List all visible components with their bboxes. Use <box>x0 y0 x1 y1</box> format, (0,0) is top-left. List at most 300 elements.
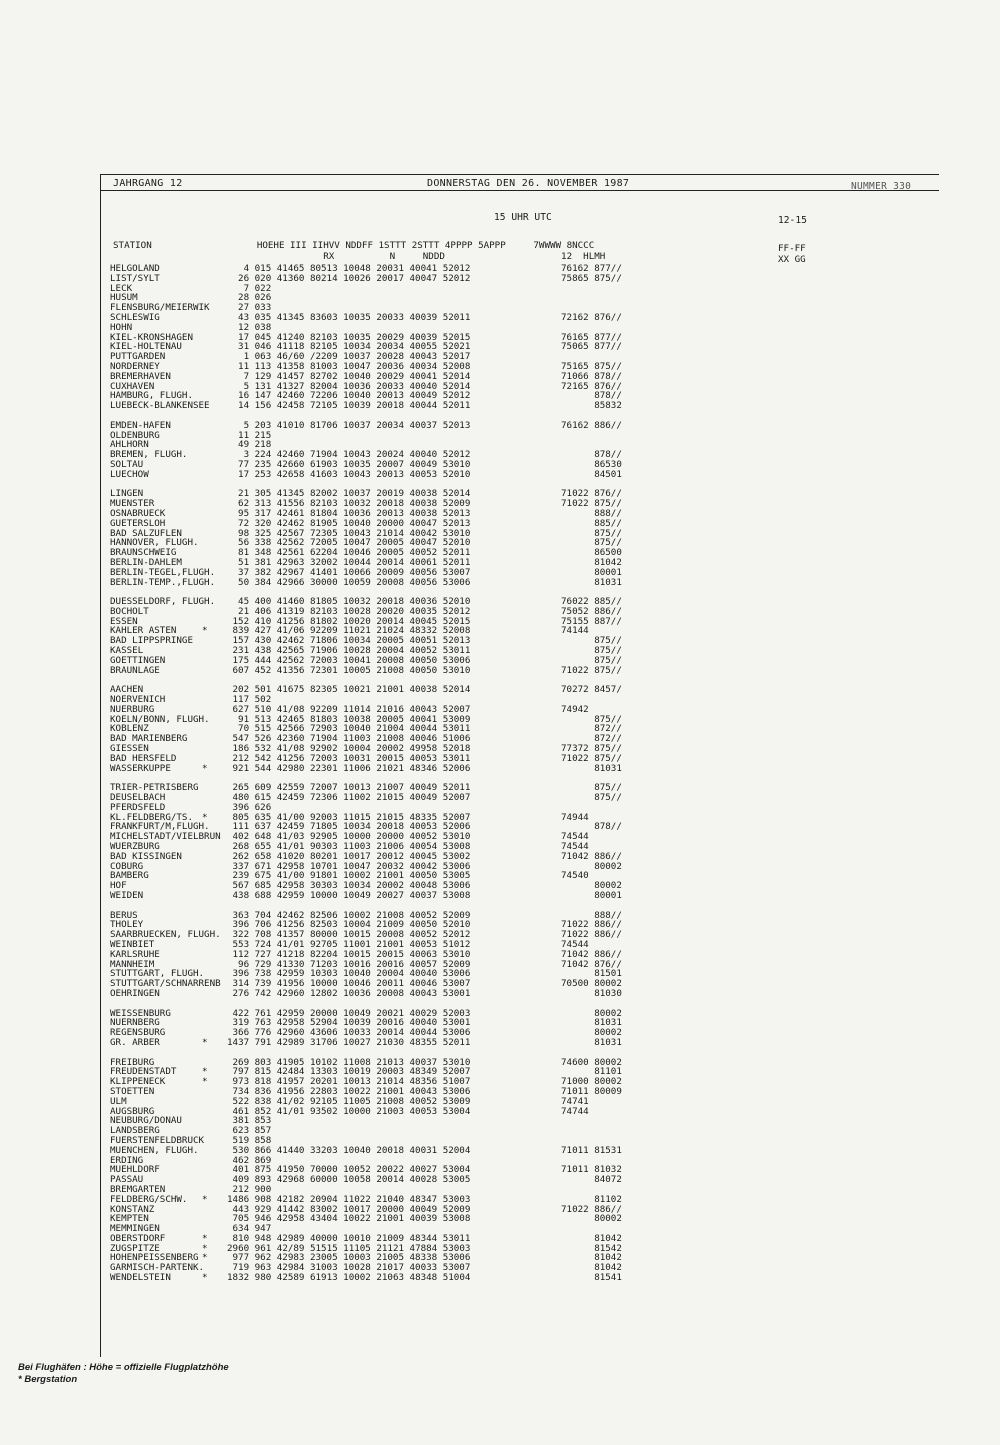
observation-values: 553 724 41/01 92705 11001 21001 40053 51012 <box>232 938 471 950</box>
observation-values: 186 532 41/08 92902 10004 20002 49958 52018 <box>232 743 471 755</box>
station-row <box>101 734 939 744</box>
station-name: OLDENBURG <box>110 429 160 441</box>
station-name: CUXHAVEN <box>110 380 155 392</box>
station-name: KL.FELDBERG/TS. <box>110 811 193 823</box>
station-name: LECK <box>110 282 133 294</box>
observation-values: 62 313 41556 82103 10032 20018 40038 52009 <box>238 498 471 510</box>
station-row <box>101 685 939 695</box>
station-row <box>101 646 939 656</box>
observation-values: 547 526 42360 71904 11003 21008 40046 51006 <box>232 733 471 745</box>
observation-values: 797 815 42484 13303 10019 20003 48349 52007 <box>232 1066 471 1078</box>
observation-values: 422 761 42959 20000 10049 20021 40029 52003 <box>232 1007 471 1019</box>
station-name: LANDSBERG <box>110 1125 160 1137</box>
observation-values: 2960 961 42/89 51515 11105 21121 47884 53003 <box>227 1242 471 1254</box>
observation-values: 719 963 42984 31003 10028 21017 40033 53007 <box>232 1262 471 1274</box>
observation-values: 634 947 <box>232 1223 272 1235</box>
weather-codes: 71022 876// <box>561 488 622 500</box>
observation-values: 51 381 42963 32002 10044 20014 40061 52011 <box>238 556 471 568</box>
volume-label: JAHRGANG 12 <box>113 178 183 189</box>
weather-codes: 74544 <box>561 938 589 950</box>
weather-codes: 878// <box>561 390 622 402</box>
station-row <box>101 313 939 323</box>
station-row <box>101 323 939 333</box>
station-name: FELDBERG/SCHW. <box>110 1193 188 1205</box>
station-name: WUERZBURG <box>110 841 160 853</box>
station-name: KARLSRUHE <box>110 948 160 960</box>
station-row <box>101 401 939 411</box>
weather-codes: 875// <box>561 537 622 549</box>
station-row <box>101 1107 939 1117</box>
weather-codes: 80001 <box>561 890 622 901</box>
mountain-station-marker: * <box>202 1066 208 1078</box>
mountain-station-marker: * <box>202 1242 208 1254</box>
station-row <box>101 333 939 343</box>
station-name: KEMPTEN <box>110 1213 149 1225</box>
weather-codes: 75052 886// <box>561 605 622 617</box>
station-name: MUENCHEN, FLUGH. <box>110 1144 199 1156</box>
weather-codes: 76022 885// <box>561 596 622 608</box>
station-name: HOF <box>110 880 127 892</box>
weather-codes: 71000 80002 <box>561 1076 622 1088</box>
station-name: NUERBURG <box>110 703 155 715</box>
observation-values: 409 893 42968 60000 10058 20014 40028 53005 <box>232 1174 471 1186</box>
observation-values: 7 022 <box>238 282 272 294</box>
station-name: HANNOVER, FLUGH. <box>110 537 199 549</box>
station-name: NEUBURG/DONAU <box>110 1115 182 1127</box>
observation-values: 480 615 42459 72306 11002 21015 40049 52007 <box>232 792 471 804</box>
station-name: BERLIN-TEMP.,FLUGH. <box>110 576 216 588</box>
observation-values: 337 671 42958 10701 10047 20032 40042 53006 <box>232 860 471 872</box>
weather-codes: 81542 <box>561 1242 622 1254</box>
observation-values: 56 338 42562 72005 10047 20005 40047 52010 <box>238 537 471 549</box>
observation-values: 314 739 41956 10000 10046 20011 40046 53007 <box>232 978 471 990</box>
station-name: EMDEN-HAFEN <box>110 419 171 431</box>
weather-codes: 71042 886// <box>561 850 622 862</box>
observation-values: 276 742 42960 12802 10036 20008 40043 53001 <box>232 987 471 999</box>
weather-codes: 76165 877// <box>561 331 622 343</box>
station-name: BREMEN, FLUGH. <box>110 449 188 461</box>
station-name: KAHLER ASTEN <box>110 625 177 637</box>
weather-codes: 81031 <box>561 1036 622 1048</box>
weather-codes: 71011 81531 <box>561 1144 622 1156</box>
observation-values: 461 852 41/01 93502 10000 21003 40053 53004 <box>232 1105 471 1117</box>
weather-codes: 81042 <box>561 556 622 568</box>
station-row <box>101 1205 939 1215</box>
station-row <box>101 626 939 636</box>
station-row <box>101 1067 939 1077</box>
station-row <box>101 431 939 441</box>
mountain-station-marker: * <box>202 625 208 637</box>
observation-values: 45 400 41460 81805 10032 20018 40036 52010 <box>238 596 471 608</box>
station-name: AHLHORN <box>110 439 149 451</box>
observation-values: 26 020 41360 80214 10026 20017 40047 52012 <box>238 272 471 284</box>
station-row <box>101 519 939 529</box>
station-name: GR. ARBER <box>110 1036 160 1048</box>
station-name: STUTTGART, FLUGH. <box>110 968 205 980</box>
observation-values: 81 348 42561 62204 10046 20005 40052 52011 <box>238 547 471 559</box>
station-name: SOLTAU <box>110 458 144 470</box>
station-name: KLIPPENECK <box>110 1076 166 1088</box>
station-row <box>101 705 939 715</box>
header-rule <box>101 190 939 191</box>
weather-codes: 80002 <box>561 880 622 892</box>
observation-values: 17 253 42658 41603 10043 20013 40053 52010 <box>238 468 471 480</box>
station-row <box>101 1126 939 1136</box>
station-name: GIESSEN <box>110 743 149 755</box>
station-name: BAD KISSINGEN <box>110 850 182 862</box>
weather-codes: 80002 <box>561 1007 622 1019</box>
observation-values: 50 384 42966 30000 10059 20008 40056 53006 <box>238 576 471 588</box>
station-row <box>101 421 939 431</box>
report-date: DONNERSTAG DEN 26. NOVEMBER 1987 <box>427 178 630 189</box>
station-name: SAARBRUECKEN, FLUGH. <box>110 929 221 941</box>
observation-values: 262 658 41020 80201 10017 20012 40045 53002 <box>232 850 471 862</box>
station-row <box>101 1165 939 1175</box>
station-row <box>101 303 939 313</box>
observation-values: 96 729 41330 71203 10016 20016 40057 52009 <box>232 958 471 970</box>
weather-codes: 77372 875// <box>561 743 622 755</box>
station-row <box>101 284 939 294</box>
station-row <box>101 1244 939 1254</box>
observation-values: 112 727 41218 82204 10015 20015 40063 53010 <box>232 948 471 960</box>
station-name: BERLIN-DAHLEM <box>110 556 182 568</box>
weather-codes: 75165 875// <box>561 360 622 372</box>
station-name: LUEBECK-BLANKENSEE <box>110 400 210 412</box>
station-name: GARMISCH-PARTENK. <box>110 1262 205 1274</box>
observation-values: 396 738 42959 10303 10040 20004 40040 53006 <box>232 968 471 980</box>
weather-codes: 80001 <box>561 566 622 578</box>
observation-values: 4 015 41465 80513 10048 20031 40041 52012 <box>238 263 471 274</box>
observation-values: 1437 791 42989 31706 10027 21030 48355 52011 <box>227 1036 471 1048</box>
weather-codes: 81031 <box>561 762 622 774</box>
station-row <box>101 391 939 401</box>
station-row <box>101 382 939 392</box>
station-name: BOCHOLT <box>110 605 149 617</box>
station-row <box>101 1018 939 1028</box>
station-row <box>101 871 939 881</box>
station-row <box>101 636 939 646</box>
station-name: KOBLENZ <box>110 723 149 735</box>
observation-values: 152 410 41256 81802 10020 20014 40045 52015 <box>232 615 471 627</box>
observation-values: 212 542 41256 72003 10031 20015 40053 53011 <box>232 752 471 764</box>
weather-codes: 71022 886// <box>561 929 622 941</box>
observation-values: 202 501 41675 82305 10021 21001 40038 52014 <box>232 684 471 696</box>
mountain-station-marker: * <box>202 1252 208 1264</box>
group-spacer <box>101 999 939 1009</box>
observation-values: 37 382 42967 41401 10066 20009 40056 53007 <box>238 566 471 578</box>
station-row <box>101 264 939 274</box>
column-header-line-2: RX N NDDD 12 HLMH <box>113 251 606 262</box>
station-name: SCHLESWIG <box>110 311 160 323</box>
station-row <box>101 960 939 970</box>
station-row <box>101 989 939 999</box>
station-row <box>101 803 939 813</box>
observation-values: 11 215 <box>238 429 272 441</box>
station-name: PASSAU <box>110 1174 144 1186</box>
observation-values: 1832 980 42589 61913 10002 21063 48348 51004 <box>227 1272 471 1284</box>
issue-number: NUMMER 330 <box>851 181 912 192</box>
station-name: FUERSTENFELDBRUCK <box>110 1134 205 1146</box>
station-name: FLENSBURG/MEIERWIK <box>110 302 210 314</box>
station-name: OBERSTDORF <box>110 1232 166 1244</box>
weather-codes: 875// <box>561 654 622 666</box>
station-row <box>101 695 939 705</box>
mountain-station-marker: * <box>202 1272 208 1284</box>
station-row <box>101 1146 939 1156</box>
mountain-station-marker: * <box>202 1232 208 1244</box>
observation-values: 95 317 42461 81804 10036 20013 40038 52013 <box>238 507 471 519</box>
weather-codes: 888// <box>561 507 622 519</box>
station-row <box>101 979 939 989</box>
station-name: GOETTINGEN <box>110 654 166 666</box>
station-name: WENDELSTEIN <box>110 1272 171 1284</box>
station-name: MICHELSTADT/VIELBRUN <box>110 831 221 843</box>
weather-codes: 875// <box>561 713 622 725</box>
station-row <box>101 783 939 793</box>
station-row <box>101 558 939 568</box>
station-name: ZUGSPITZE <box>110 1242 160 1254</box>
station-name: WEISSENBURG <box>110 1007 171 1019</box>
weather-codes: 81541 <box>561 1272 622 1284</box>
observation-values: 705 946 42958 43404 10022 21001 40039 53008 <box>232 1213 471 1225</box>
station-name: WASSERKUPPE <box>110 762 171 774</box>
observation-values: 49 218 <box>238 439 272 451</box>
station-name: BRAUNLAGE <box>110 664 160 676</box>
column-header-right-2: XX GG <box>778 254 806 265</box>
observation-values: 381 853 <box>232 1115 272 1127</box>
observation-values: 322 708 41357 80000 10015 20008 40052 52012 <box>232 929 471 941</box>
station-name: HELGOLAND <box>110 263 160 274</box>
observation-values: 623 857 <box>232 1125 272 1137</box>
station-name: REGENSBURG <box>110 1027 166 1039</box>
observation-values: 921 544 42980 22301 11006 21021 48346 52006 <box>232 762 471 774</box>
observation-values: 734 836 41956 22803 10022 21001 40043 53006 <box>232 1085 471 1097</box>
station-name: WEIDEN <box>110 890 144 901</box>
station-row <box>101 617 939 627</box>
observation-values: 77 235 42660 61903 10035 20007 40049 53010 <box>238 458 471 470</box>
weather-codes: 80002 <box>561 1027 622 1039</box>
observation-values: 977 962 42983 23005 10003 21005 48338 53006 <box>232 1252 471 1264</box>
station-row <box>101 1009 939 1019</box>
weather-codes: 80002 <box>561 1213 622 1225</box>
station-row <box>101 862 939 872</box>
station-row <box>101 852 939 862</box>
weather-codes: 74944 <box>561 811 589 823</box>
weather-codes: 878// <box>561 821 622 833</box>
station-name: BAMBERG <box>110 870 149 882</box>
station-row <box>101 352 939 362</box>
observation-values: 396 626 <box>232 801 272 813</box>
weather-codes: 872// <box>561 723 622 735</box>
station-name: OSNABRUECK <box>110 507 166 519</box>
station-name: BAD SALZUFLEN <box>110 527 182 539</box>
weather-report-sheet <box>100 174 939 1357</box>
weather-codes: 71022 886// <box>561 919 622 931</box>
observation-values: 12 038 <box>238 321 272 333</box>
observation-values: 5 203 41010 81706 10037 20034 40037 52013 <box>238 419 471 431</box>
group-spacer <box>101 411 939 421</box>
observation-values: 43 035 41345 83603 10035 20033 40039 52011 <box>238 311 471 323</box>
observation-values: 91 513 42465 81803 10038 20005 40041 53009 <box>232 713 471 725</box>
station-row <box>101 656 939 666</box>
observation-values: 31 046 41118 82105 10034 20034 40055 52021 <box>238 341 471 353</box>
observation-values: 401 875 41950 70000 10052 20022 40027 53004 <box>232 1164 471 1176</box>
station-name: AUGSBURG <box>110 1105 155 1117</box>
station-row <box>101 724 939 734</box>
station-name: NOERVENICH <box>110 694 166 706</box>
station-name: LIST/SYLT <box>110 272 160 284</box>
station-name: KONSTANZ <box>110 1203 155 1215</box>
station-row <box>101 274 939 284</box>
footnote-mountain-station: * Bergstation <box>18 1374 78 1385</box>
station-name: NUERNBERG <box>110 1017 160 1029</box>
station-name: THOLEY <box>110 919 144 931</box>
station-name: MUEHLDORF <box>110 1164 160 1176</box>
observation-values: 111 637 42459 71805 10034 20018 40053 52006 <box>232 821 471 833</box>
observation-values: 319 763 42958 52904 10039 20016 40040 53001 <box>232 1017 471 1029</box>
station-name: FREUDENSTADT <box>110 1066 177 1078</box>
weather-codes: 80002 <box>561 860 622 872</box>
station-name: OEHRINGEN <box>110 987 160 999</box>
weather-codes: 71011 80009 <box>561 1085 622 1097</box>
weather-codes: 74544 <box>561 841 589 853</box>
weather-codes: 84501 <box>561 468 622 480</box>
station-name: LUECHOW <box>110 468 149 480</box>
station-row <box>101 607 939 617</box>
observation-values: 14 156 42458 72105 10039 20018 40044 52011 <box>238 400 471 412</box>
station-row <box>101 470 939 480</box>
station-row <box>101 881 939 891</box>
station-row <box>101 1224 939 1234</box>
observation-values: 27 033 <box>238 302 272 314</box>
observation-values: 567 685 42958 30303 10034 20002 40048 53006 <box>232 880 471 892</box>
footnote-airport-height: Bei Flughäfen : Höhe = offizielle Flugplatzhöhe <box>18 1362 229 1373</box>
station-name: FRANKFURT/M,FLUGH. <box>110 821 210 833</box>
station-row <box>101 842 939 852</box>
station-name: HOHENPEISSENBERG <box>110 1252 199 1264</box>
weather-codes: 875// <box>561 527 622 539</box>
mountain-station-marker: * <box>202 1193 208 1205</box>
station-name: PFERDSFELD <box>110 801 166 813</box>
group-spacer <box>101 773 939 783</box>
observation-values: 973 818 41957 20201 10013 21014 48356 51007 <box>232 1076 471 1088</box>
weather-codes: 71066 878// <box>561 370 622 382</box>
weather-codes: 76162 886// <box>561 419 622 431</box>
station-row <box>101 489 939 499</box>
station-name: BERUS <box>110 909 138 921</box>
mountain-station-marker: * <box>202 1076 208 1088</box>
weather-codes: 878// <box>561 449 622 461</box>
weather-codes: 81101 <box>561 1066 622 1078</box>
weather-codes: 81501 <box>561 968 622 980</box>
station-row <box>101 764 939 774</box>
station-name: BREMGARTEN <box>110 1183 166 1195</box>
station-name: AACHEN <box>110 684 144 696</box>
observation-values: 522 838 41/02 92105 11005 21008 40052 53009 <box>232 1095 471 1107</box>
weather-codes: 74144 <box>561 625 589 637</box>
station-row <box>101 460 939 470</box>
observation-values: 175 444 42562 72003 10041 20008 40050 53006 <box>232 654 471 666</box>
observation-values: 212 900 <box>232 1183 272 1195</box>
station-name: COBURG <box>110 860 144 872</box>
weather-codes: 86500 <box>561 547 622 559</box>
weather-codes: 875// <box>561 645 622 657</box>
station-name: BAD LIPPSPRINGE <box>110 635 193 647</box>
station-name: BAD MARIENBERG <box>110 733 188 745</box>
weather-codes: 72162 876// <box>561 311 622 323</box>
weather-codes: 85832 <box>561 400 622 412</box>
group-spacer <box>101 587 939 597</box>
weather-codes: 76162 877// <box>561 263 622 274</box>
observation-values: 462 869 <box>232 1154 272 1166</box>
observation-values: 366 776 42960 43606 10033 20014 40044 53006 <box>232 1027 471 1039</box>
station-name: BAD HERSFELD <box>110 752 177 764</box>
weather-codes: 71011 81032 <box>561 1164 622 1176</box>
station-row <box>101 578 939 588</box>
station-row <box>101 832 939 842</box>
station-name: KOELN/BONN, FLUGH. <box>110 713 210 725</box>
observation-values: 98 325 42567 72305 10043 21014 40042 53010 <box>238 527 471 539</box>
weather-codes: 81042 <box>561 1262 622 1274</box>
station-name: STOETTEN <box>110 1085 155 1097</box>
station-name: STUTTGART/SCHNARRENB <box>110 978 221 990</box>
observation-values: 268 655 41/01 90303 11003 21006 40054 53008 <box>232 841 471 853</box>
weather-codes: 875// <box>561 792 622 804</box>
station-row <box>101 1087 939 1097</box>
weather-codes: 74600 80002 <box>561 1056 622 1068</box>
station-row <box>101 529 939 539</box>
station-name: HUSUM <box>110 292 138 304</box>
weather-codes: 71022 875// <box>561 664 622 676</box>
weather-codes: 888// <box>561 909 622 921</box>
column-header-right-1: FF-FF <box>778 243 806 254</box>
station-row <box>101 1253 939 1263</box>
observation-values: 239 675 41/00 91801 10002 21001 40050 53005 <box>232 870 471 882</box>
weather-codes: 885// <box>561 517 622 529</box>
observation-values: 17 045 41240 82103 10035 20029 40039 52015 <box>238 331 471 343</box>
station-row <box>101 509 939 519</box>
weather-codes: 81031 <box>561 576 622 588</box>
weather-codes: 872// <box>561 733 622 745</box>
station-row <box>101 1116 939 1126</box>
station-row <box>101 1097 939 1107</box>
weather-codes: 75065 877// <box>561 341 622 353</box>
weather-codes: 875// <box>561 782 622 794</box>
group-spacer <box>101 901 939 911</box>
station-row <box>101 911 939 921</box>
station-row <box>101 597 939 607</box>
station-name: PUTTGARDEN <box>110 351 166 363</box>
weather-codes: 74744 <box>561 1105 589 1117</box>
station-name: KASSEL <box>110 645 144 657</box>
station-name: ESSEN <box>110 615 138 627</box>
observation-values: 21 406 41319 82103 10028 20020 40035 52012 <box>238 605 471 617</box>
station-name: LINGEN <box>110 488 144 500</box>
observation-values: 28 026 <box>238 292 272 304</box>
weather-codes: 86530 <box>561 458 622 470</box>
station-row <box>101 666 939 676</box>
station-row <box>101 1273 939 1283</box>
weather-codes: 74741 <box>561 1095 589 1107</box>
station-row <box>101 362 939 372</box>
mountain-station-marker: * <box>202 811 208 823</box>
station-row <box>101 969 939 979</box>
observation-values: 117 502 <box>232 694 272 706</box>
weather-codes: 74540 <box>561 870 589 882</box>
observation-values: 72 320 42462 81905 10040 20000 40047 52013 <box>238 517 471 529</box>
observation-values: 265 609 42559 72007 10013 21007 40049 52011 <box>232 782 471 794</box>
station-row <box>101 715 939 725</box>
